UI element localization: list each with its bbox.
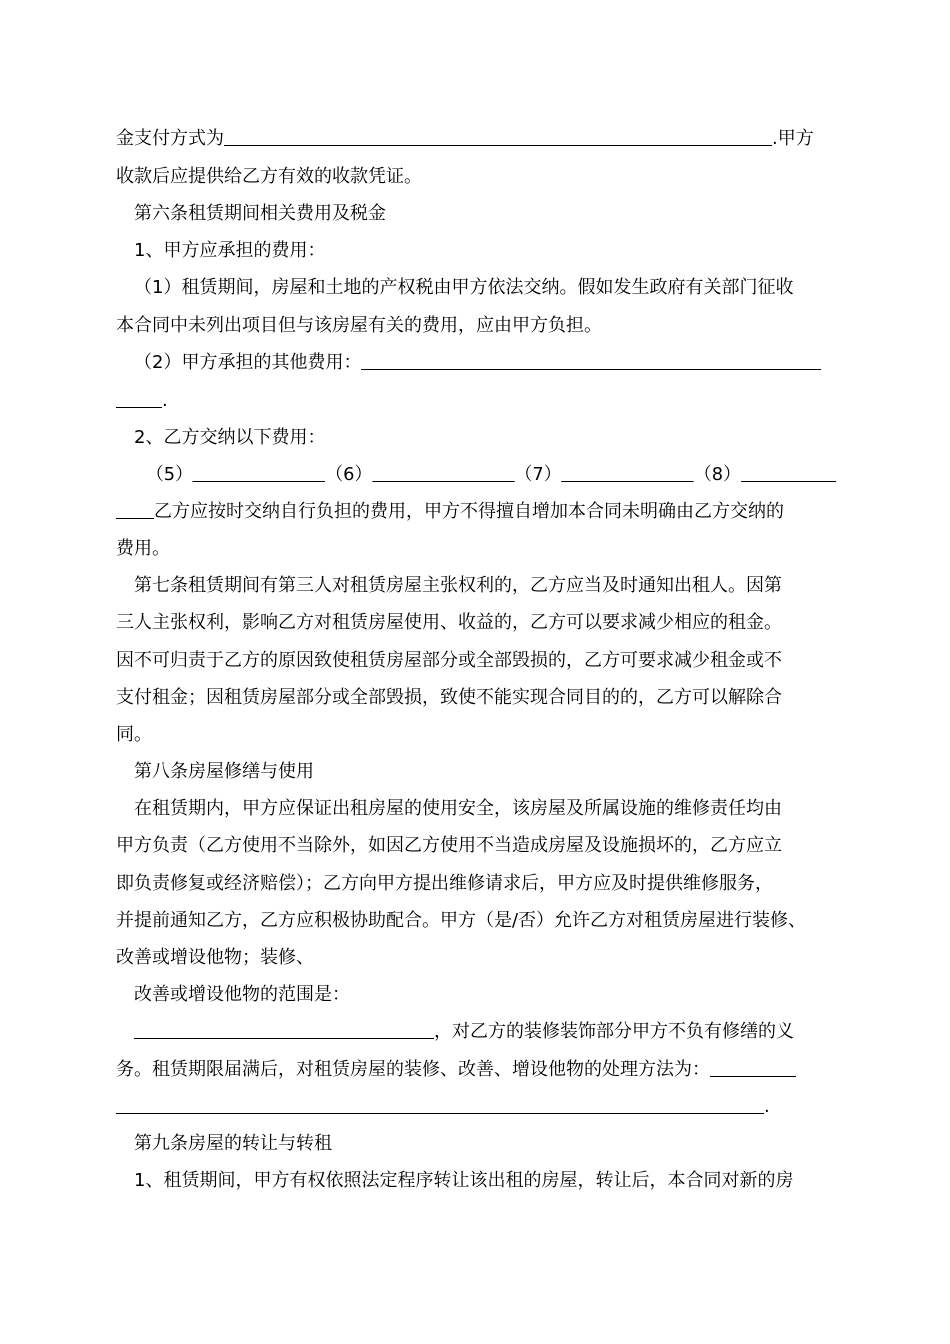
text-span: 金支付方式为 (116, 128, 224, 149)
section-heading: 第九条房屋的转让与转租 (134, 1133, 332, 1154)
text-span: （5） (146, 464, 193, 485)
text-span: （7） (514, 464, 562, 485)
text-line (116, 500, 784, 524)
text-span: . (162, 390, 168, 411)
text-line: 第七条租赁期间有第三人对租赁房屋主张权利的，乙方应当及时通知出租人。因第 (134, 575, 782, 596)
blank-field[interactable] (562, 463, 694, 482)
text-line (116, 1095, 770, 1119)
text-line: 1、租赁期间，甲方有权依照法定程序转让该出租的房屋，转让后，本合同对新的房 (134, 1170, 794, 1191)
blank-field[interactable] (116, 1095, 764, 1114)
section-heading: 第八条房屋修缮与使用 (134, 761, 314, 782)
section-heading: 第六条租赁期间相关费用及税金 (134, 203, 386, 224)
text-line: 本合同中未列出项目但与该房屋有关的费用，应由甲方负担。 (116, 315, 602, 336)
blank-field[interactable] (710, 1058, 796, 1077)
text-span: （6） (325, 464, 373, 485)
text-span: 乙方应按时交纳自行负担的费用，甲方不得擅自增加本合同未明确由乙方交纳的 (154, 501, 784, 522)
blank-field[interactable] (224, 127, 772, 146)
text-line: 改善或增设他物的范围是： (134, 984, 350, 1005)
text-line: 因不可归责于乙方的原因致使租赁房屋部分或全部毁损的，乙方可要求减少租金或不 (116, 650, 782, 671)
text-line: 并提前通知乙方，乙方应积极协助配合。甲方（是/否）允许乙方对租赁房屋进行装修、 (116, 910, 807, 931)
text-line: 2、乙方交纳以下费用： (134, 427, 326, 448)
text-line: 即负责修复或经济赔偿）；乙方向甲方提出维修请求后，甲方应及时提供维修服务， (116, 873, 773, 894)
text-line: 收款后应提供给乙方有效的收款凭证。 (116, 166, 422, 187)
text-line (146, 463, 836, 487)
text-line: 在租赁期内，甲方应保证出租房屋的使用安全，该房屋及所属设施的维修责任均由 (134, 798, 782, 819)
blank-field[interactable] (116, 500, 154, 519)
blank-field[interactable] (741, 463, 836, 482)
text-span: （8） (693, 464, 741, 485)
text-line: （1）租赁期间，房屋和土地的产权税由甲方依法交纳。假如发生政府有关部门征收 (134, 277, 794, 298)
text-line (116, 127, 814, 151)
text-line: 同。 (116, 724, 152, 745)
blank-field[interactable] (116, 389, 162, 408)
text-line (116, 1058, 796, 1082)
text-line (116, 389, 168, 413)
text-line: 改善或增设他物；装修、 (116, 947, 314, 968)
blank-field[interactable] (193, 463, 325, 482)
blank-field[interactable] (372, 463, 514, 482)
text-line: 费用。 (116, 538, 170, 559)
text-span: 务。租赁期限届满后，对租赁房屋的装修、改善、增设他物的处理方法为： (116, 1059, 710, 1080)
blank-field[interactable] (361, 351, 821, 370)
text-span: . (764, 1096, 770, 1117)
text-line (134, 1020, 794, 1044)
text-span: .甲方 (772, 128, 814, 149)
text-span: ，对乙方的装修装饰部分甲方不负有修缮的义 (434, 1021, 794, 1042)
text-line: 1、甲方应承担的费用： (134, 240, 326, 261)
blank-field[interactable] (134, 1020, 434, 1039)
text-span: （2）甲方承担的其他费用： (134, 352, 362, 373)
text-line (134, 351, 821, 375)
text-line: 三人主张权利，影响乙方对租赁房屋使用、收益的，乙方可以要求减少相应的租金。 (116, 612, 782, 633)
text-line: 甲方负责（乙方使用不当除外，如因乙方使用不当造成房屋及设施损坏的，乙方应立 (116, 835, 782, 856)
text-line: 支付租金；因租赁房屋部分或全部毁损，致使不能实现合同目的的，乙方可以解除合 (116, 687, 782, 708)
